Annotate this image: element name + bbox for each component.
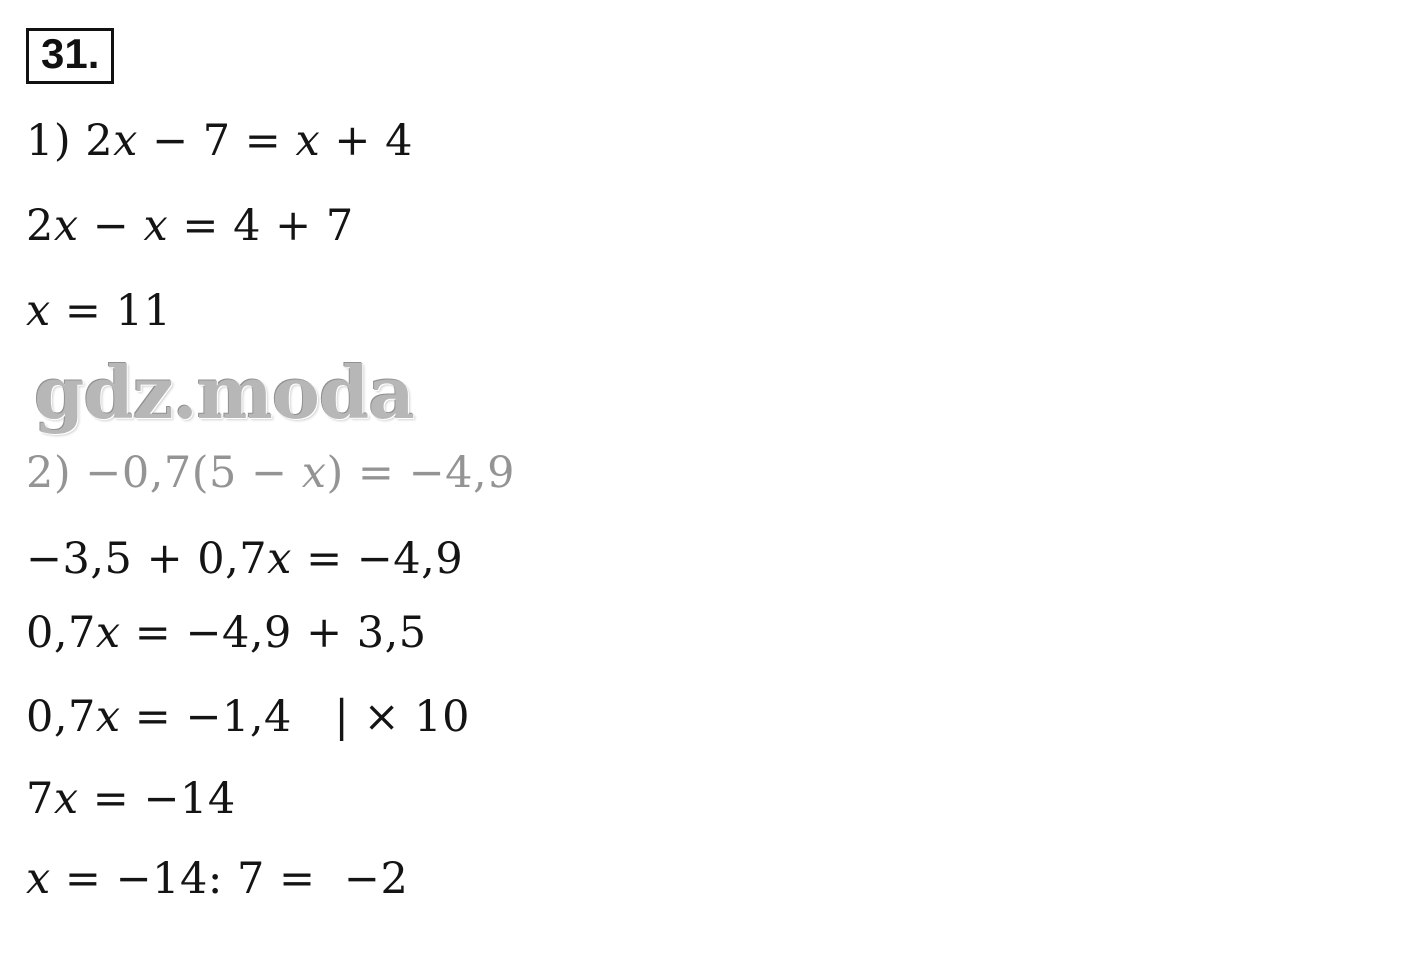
math-line-8: 7𝑥 = −14	[26, 774, 236, 824]
math-line-6: 0,7𝑥 = −4,9 + 3,5	[26, 608, 427, 658]
math-line-7: 0,7𝑥 = −1,4 | × 10	[26, 692, 470, 742]
math-line-9: 𝑥 = −14: 7 = −2	[26, 854, 409, 904]
math-line-3: 𝑥 = 11	[26, 286, 172, 336]
math-line-5: −3,5 + 0,7𝑥 = −4,9	[26, 534, 464, 584]
task-number: 31.	[26, 28, 114, 84]
watermark: gdz.moda	[34, 350, 414, 435]
math-line-1: 1) 2𝑥 − 7 = 𝑥 + 4	[26, 116, 413, 166]
math-line-2: 2𝑥 − 𝑥 = 4 + 7	[26, 201, 354, 251]
math-line-4: 2) −0,7(5 − 𝑥) = −4,9	[26, 448, 516, 498]
